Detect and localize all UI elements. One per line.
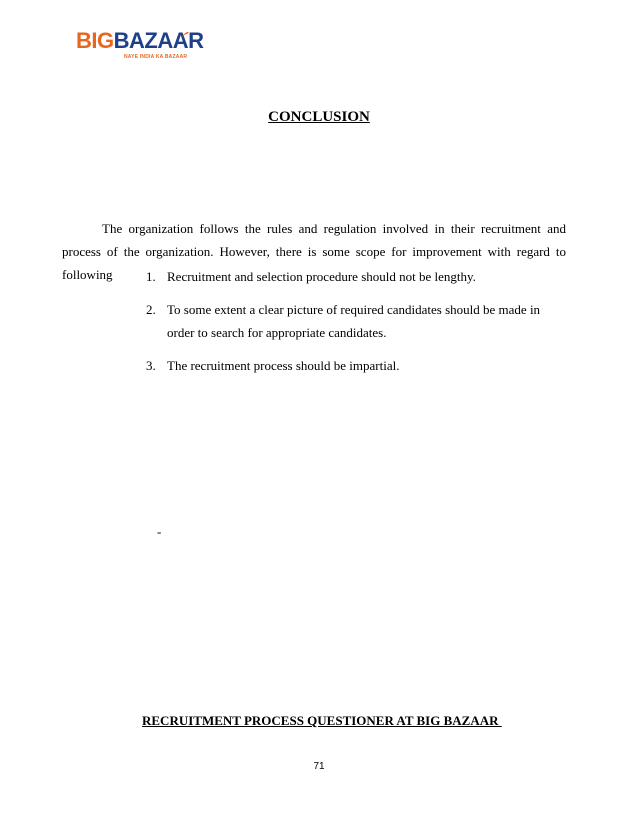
section-heading: RECRUITMENT PROCESS QUESTIONER AT BIG BAZAAR bbox=[142, 713, 502, 728]
page-title: CONCLUSION bbox=[268, 109, 370, 125]
logo-word-big: BIG bbox=[76, 28, 114, 53]
list-item bbox=[146, 265, 566, 288]
conclusion-paragraph: The organization follows the rules and regulation involved in their recruitment and process of the organization. However, there is some scope for improvement with regard to following bbox=[62, 221, 566, 282]
page-number: 71 bbox=[313, 761, 325, 772]
list-item-text: To some extent a clear picture of required candidates should be made in order to search for appropriate candidates. bbox=[167, 302, 541, 340]
list-item-text: The recruitment process should be impartial. bbox=[167, 358, 400, 373]
improvement-list bbox=[146, 265, 566, 387]
stray-dash: - bbox=[157, 524, 162, 539]
list-item bbox=[146, 298, 566, 344]
list-item-text: Recruitment and selection procedure should not be lengthy. bbox=[167, 269, 476, 284]
list-item-number: 2. bbox=[146, 302, 156, 317]
list-item-number: 1. bbox=[146, 269, 156, 284]
list-item-number: 3. bbox=[146, 358, 156, 373]
logo-swoosh-icon bbox=[180, 30, 190, 40]
logo-tagline: NAYE INDIA KA BAZAAR bbox=[124, 54, 188, 60]
list-item bbox=[146, 354, 566, 377]
logo-word-bazaar: BAZAAR bbox=[113, 28, 204, 53]
big-bazaar-logo bbox=[76, 28, 204, 66]
